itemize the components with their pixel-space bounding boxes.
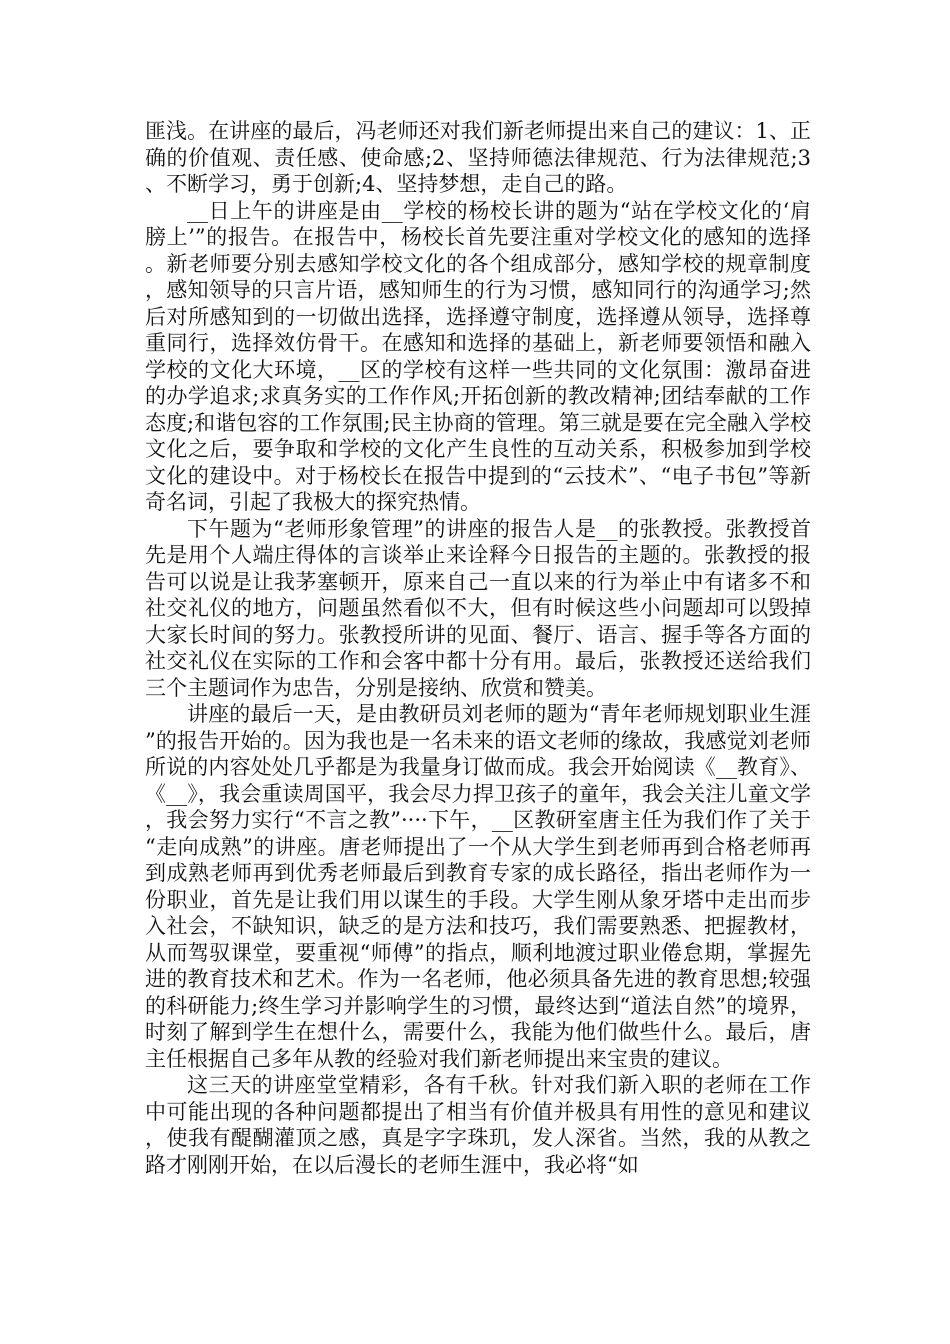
paragraph-teacher-image: 下午题为“老师形象管理”的讲座的报告人是__的张教授。张教授首先是用个人端庄得体的言谈举止来诠释今日报告的主题的。张教授的报告可以说是让我茅塞顿开，原来自己一直以来的行为举止中有诸多不和社交礼仪的地方，问题虽然看似不大，但有时候这些小问题却可以毁掉大家长时间的努力。张教授所讲的见面、餐厅、语言、握手等各方面的社交礼仪在实际的工作和会客中都十分有用。最后，张教授还送给我们三个主题词作为忠告，分别是接纳、欣赏和赞美。 xyxy=(145,516,811,700)
paragraph-lecture-closing: 匪浅。在讲座的最后，冯老师还对我们新老师提出来自己的建议：1、正确的价值观、责任感、使命感;2、坚持师德法律规范、行为法律规范;3、不断学习，勇于创新;4、坚持梦想，走自己的路。 xyxy=(145,119,811,196)
document-page xyxy=(145,118,811,1178)
paragraph-career-planning: 讲座的最后一天，是由教研员刘老师的题为“青年老师规划职业生涯”的报告开始的。因为我也是一名未来的语文老师的缘故，我感觉刘老师所说的内容处处几乎都是为我量身订做而成。我会开始阅读《__教育》、《__》，我会重读周国平，我会尽力捍卫孩子的童年，我会关注儿童文学，我会努力实行“不言之教”····下午，__区教研室唐主任为我们作了关于“走向成熟”的讲座。唐老师提出了一个从大学生到老师再到合格老师再到成熟老师再到优秀老师最后到教育专家的成长路径，指出老师作为一份职业，首先是让我们用以谋生的手段。大学生刚从象牙塔中走出而步入社会，不缺知识，缺乏的是方法和技巧，我们需要熟悉、把握教材，从而驾驭课堂，要重视“师傅”的指点，顺利地渡过职业倦怠期，掌握先进的教育技术和艺术。作为一名老师，他必须具备先进的教育思想;较强的科研能力;终生学习并影响学生的习惯，最终达到“道法自然”的境界，时刻了解到学生在想什么，需要什么，我能为他们做些什么。最后，唐主任根据自己多年从教的经验对我们新老师提出来宝贵的建议。 xyxy=(145,702,811,1071)
paragraph-school-culture: __日上午的讲座是由__学校的杨校长讲的题为“站在学校文化的‘肩膀上’”的报告。在报告中，杨校长首先要注重对学校文化的感知的选择。新老师要分别去感知学校文化的各个组成部分，感知学校的规章制度，感知领导的只言片语，感知师生的行为习惯，感知同行的沟通学习;然后对所感知到的一切做出选择，选择遵守制度，选择遵从领导，选择尊重同行，选择效仿骨干。在感知和选择的基础上，新老师要领悟和融入学校的文化大环境，__区的学校有这样一些共同的文化氛围：激昂奋进的办学追求;求真务实的工作作风;开拓创新的教改精神;团结奉献的工作态度;和谐包容的工作氛围;民主协商的管理。第三就是要在完全融入学校文化之后，要争取和学校的文化产生良性的互动关系，积极参加到学校文化的建设中。对于杨校长在报告中提到的“云技术”、“电子书包”等新奇名词，引起了我极大的探究热情。 xyxy=(145,198,811,514)
paragraph-summary: 这三天的讲座堂堂精彩，各有千秋。针对我们新入职的老师在工作中可能出现的各种问题都提出了相当有价值并极具有用性的意见和建议，使我有醍醐灌顶之感，真是字字珠玑，发人深省。当然，我的从教之路才刚刚开始，在以后漫长的老师生涯中，我必将“如 xyxy=(145,1073,811,1177)
